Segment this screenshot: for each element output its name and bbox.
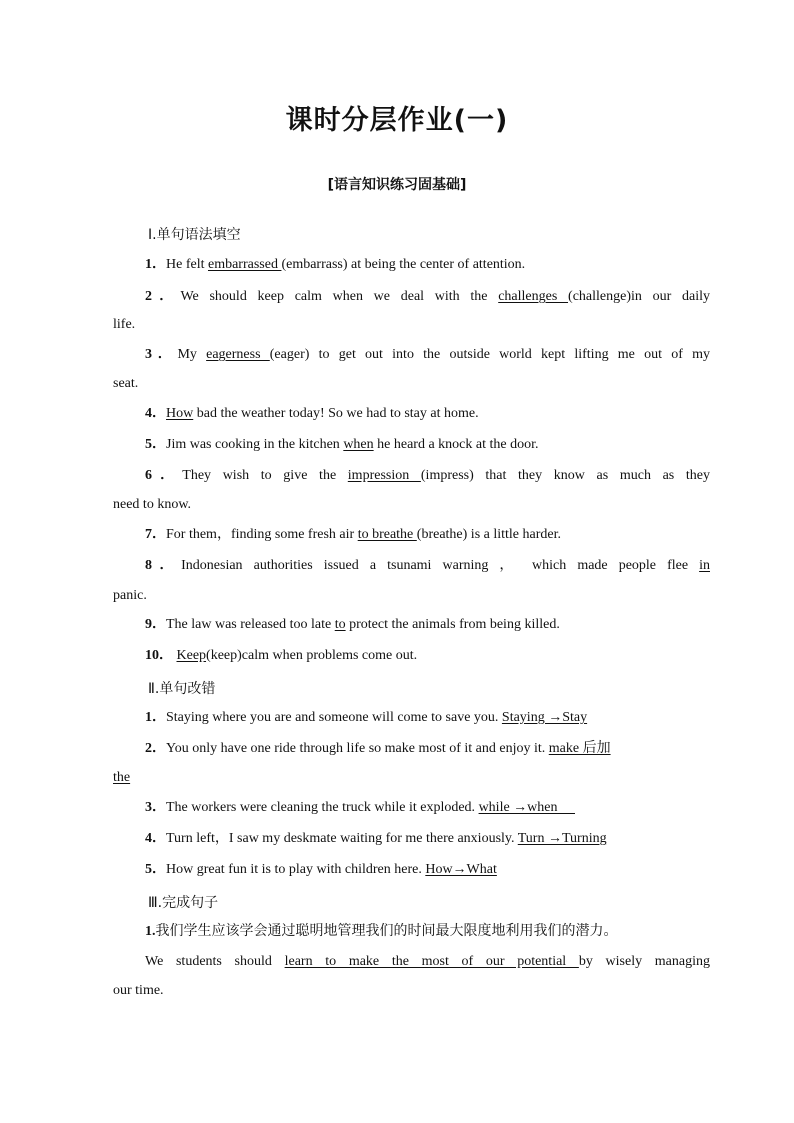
q2-item-2-cont [113, 763, 678, 792]
item-text: he heard a knock at the door. [373, 437, 539, 452]
q1-item-4 [113, 399, 710, 428]
item-text: protect the animals from being killed. [345, 617, 560, 632]
item-text: The law was released too late [166, 617, 335, 632]
item-number: 6． [145, 468, 183, 483]
answer: How→What [425, 862, 497, 877]
answer: embarrassed [207, 257, 282, 272]
answer: while →when [478, 800, 575, 815]
q1-item-10 [113, 641, 710, 670]
item-number: 1. [145, 924, 156, 939]
item-number: 5． [145, 862, 166, 877]
item-number: 9． [145, 617, 166, 632]
q1-item-3 [113, 340, 710, 369]
item-text: (embarrass) at being the center of attention. [281, 257, 526, 272]
item-number: 1． [145, 257, 166, 272]
item-number: 5． [145, 437, 166, 452]
q1-item-1 [113, 250, 710, 279]
q1-item-6 [113, 461, 710, 490]
answer: learn to make the most of our potential [284, 954, 579, 969]
answer: Turn →Turning [517, 831, 607, 846]
item-text: How great fun it is to play with children here. [166, 862, 426, 877]
q2-item-3 [113, 793, 710, 822]
item-text: (impress) that they know as much as they [420, 468, 710, 483]
q2-item-5 [113, 855, 710, 884]
item-number: 4． [145, 406, 166, 421]
q1-item-8 [113, 551, 710, 580]
item-number: 2． [145, 289, 181, 304]
page-title: 课时分层作业(一) [285, 105, 509, 136]
item-text: We students should [145, 954, 285, 969]
item-text: He felt [166, 257, 208, 272]
q2-item-1 [113, 703, 710, 732]
answer: How [166, 406, 194, 421]
item-text: (challenge)in our daily [568, 289, 710, 304]
answer: in [699, 558, 710, 573]
q1-item-2 [113, 282, 710, 311]
item-text: The workers were cleaning the truck while it exploded. [166, 800, 479, 815]
item-number: 2． [145, 741, 166, 756]
q1-item-6-cont: need to know. [113, 497, 192, 512]
item-text: by wisely managing [578, 954, 710, 969]
item-text: We should keep calm when we deal with the [180, 289, 499, 304]
q1-item-8-cont: panic. [113, 588, 147, 603]
item-text: (eager) to get out into the outside world kept lifting me out of my [269, 347, 710, 362]
answer: challenges [498, 289, 569, 304]
q3-item-1-cn [113, 917, 710, 946]
section-heading: [语言知识练习固基础] [327, 177, 467, 193]
section-2-title: Ⅱ.单句改错 [148, 681, 216, 697]
section-3-title: Ⅲ.完成句子 [148, 895, 219, 911]
item-number: 7． [145, 527, 166, 542]
item-number: 3． [145, 800, 166, 815]
q1-item-7 [113, 520, 710, 549]
item-text: bad the weather today! So we had to stay at home. [193, 406, 479, 421]
item-number: 1． [145, 710, 166, 725]
item-text: Turn left，I saw my deskmate waiting for me there anxiously. [166, 831, 518, 846]
item-number: 3． [145, 347, 178, 362]
item-number: 8． [145, 558, 182, 573]
answer: the [113, 770, 131, 785]
q2-item-4 [113, 824, 710, 853]
answer: make 后加 [548, 741, 611, 756]
item-text: (keep)calm when problems come out. [206, 648, 418, 663]
section-1-title: Ⅰ.单句语法填空 [148, 227, 241, 243]
item-text: My [177, 347, 207, 362]
answer: eagerness [206, 347, 270, 362]
item-text: Staying where you are and someone will come to save you. [166, 710, 502, 725]
q1-item-9 [113, 610, 710, 639]
q2-item-2 [113, 734, 710, 763]
answer: Staying →Stay [501, 710, 588, 725]
item-text: (breathe) is a little harder. [416, 527, 561, 542]
answer: to breathe [357, 527, 417, 542]
item-number: 10． [145, 648, 173, 663]
q1-item-3-cont: seat. [113, 376, 139, 391]
answer: when [343, 437, 374, 452]
q1-item-2-cont: life. [113, 317, 136, 332]
answer: to [334, 617, 346, 632]
item-text: They wish to give the [182, 468, 348, 483]
item-text: Jim was cooking in the kitchen [166, 437, 344, 452]
chinese-prompt: 我们学生应该学会通过聪明地管理我们的时间最大限度地利用我们的潜力。 [155, 923, 618, 939]
q3-item-1-cont: our time. [113, 983, 164, 998]
item-text: Indonesian authorities issued a tsunami warning ， which made people flee [181, 558, 700, 573]
q3-item-1-en [113, 947, 710, 976]
item-text: You only have one ride through life so make most of it and enjoy it. [166, 741, 549, 756]
answer: Keep [176, 648, 207, 663]
answer: impression [347, 468, 421, 483]
item-text: For them，finding some fresh air [166, 527, 358, 542]
item-number: 4． [145, 831, 166, 846]
q1-item-5 [113, 430, 710, 459]
